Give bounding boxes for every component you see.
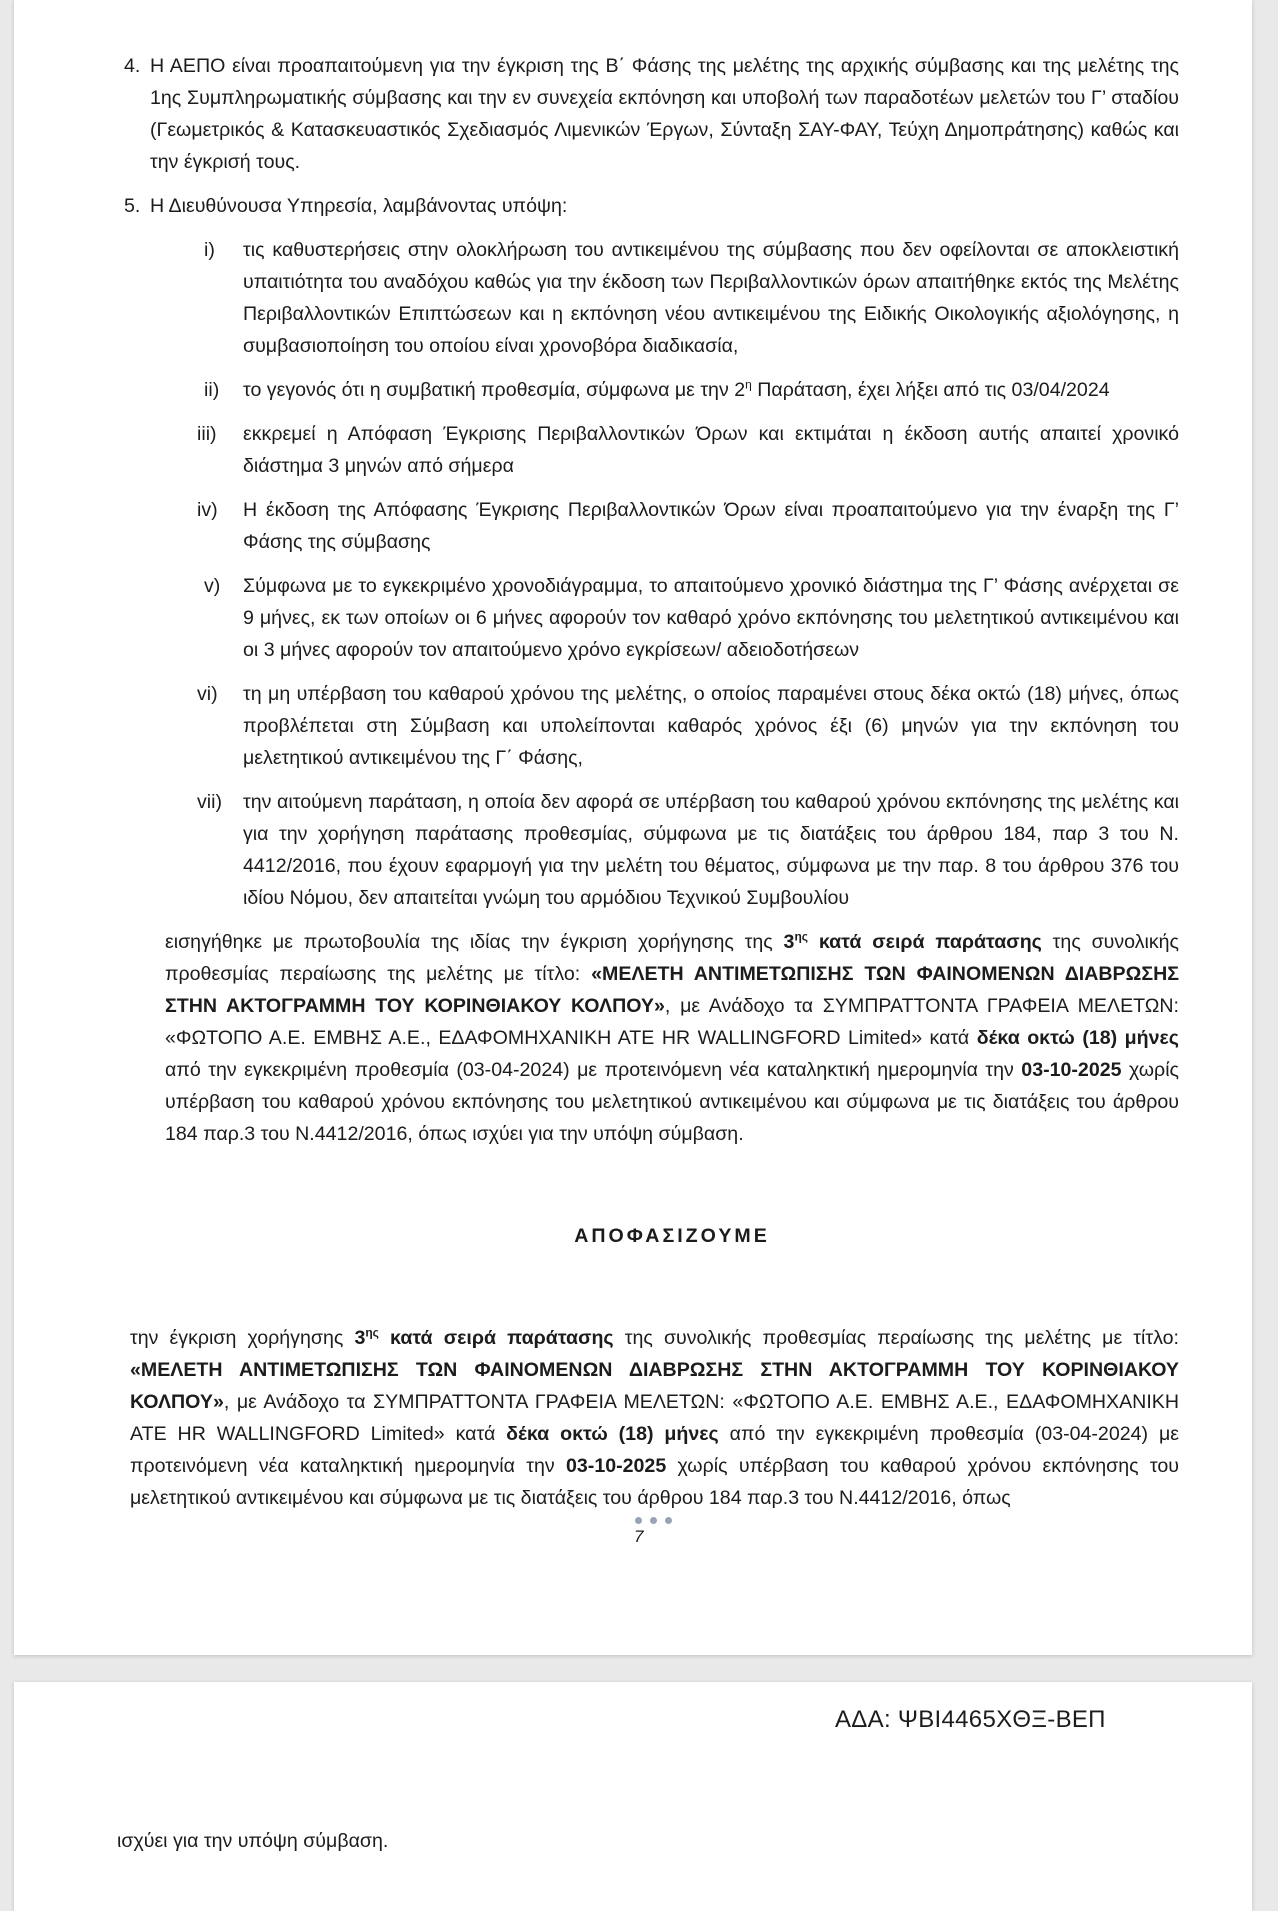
list-item xyxy=(117,374,1179,406)
list-item-number: vii) xyxy=(197,791,223,813)
item-text: Η Διευθύνουσα Υπηρεσία, λαμβάνοντας υπόψη: xyxy=(150,195,568,217)
item-text: Η ΑΕΠΟ είναι προαπαιτούμενη για την έγκριση της Β΄ Φάσης της μελέτης της αρχικής σύμβασης και της μελέτης της 1ης Συμπληρωματικής σύμβασης και την εν συνεχεία εκπόνηση και υποβολή των παραδοτέων μελετών του Γ’ σταδίου (Γεωμετρικός & Κατασκευαστικός Σχεδιασμός Λιμενικών Έργων, Σύνταξη ΣΑΥ-ΦΑΥ, Τεύχη Δημοπράτησης) καθώς και την έγκρισή τους. xyxy=(150,55,1179,173)
list-item xyxy=(117,418,1179,482)
item-number: 5. xyxy=(124,195,141,217)
page-1-body xyxy=(117,50,1179,1514)
decision-paragraph: την έγκριση χορήγησης $3^{\eta\varsigma}$ κατά σειρά παράτασης της συνολικής προθεσμίας περαίωσης της μελέτης με τίτλο: «ΜΕΛΕΤΗ ΑΝΤΙΜΕΤΩΠΙΣΗΣ ΤΩΝ ΦΑΙΝΟΜΕΝΩΝ ΔΙΑΒΡΩΣΗΣ ΣΤΗΝ ΑΚΤΟΓΡΑΜΜΗ ΤΟΥ ΚΟΡΙΝΘΙΑΚΟΥ ΚΟΛΠΟΥ», με Ανάδοχο τα ΣΥΜΠΡΑΤΤΟΝΤΑ ΓΡΑΦΕΙΑ ΜΕΛΕΤΩΝ: «ΦΩΤΟΠΟ Α.Ε. ΕΜΒΗΣ Α.Ε., ΕΔΑΦΟΜΗΧΑΝΙΚΗ ΑΤΕ HR WALLINGFORD Limited» κατά δέκα οκτώ (18) μήνες από την εγκεκριμένη προθεσμία (03-04-2024) με προτεινόμενη νέα καταληκτική ημερομηνία την 03-10-2025 χωρίς υπέρβαση του καθαρού χρόνου εκπόνησης του μελετητικού αντικειμένου και σύμφωνα με τις διατάξεις του άρθρου 184 παρ.3 του Ν.4412/2016, όπως xyxy=(130,1325,1179,1509)
list-item-text: την αιτούμενη παράταση, η οποία δεν αφορά σε υπέρβαση του καθαρού χρόνου εκπόνησης της μελέτης και για την χορήγηση παράτασης προθεσμίας, σύμφωνα με τις διατάξεις του άρθρου 184, παρ 3 του Ν. 4412/2016, που έχουν εφαρμογή για την μελέτη του θέματος, σύμφωνα με την παρ. 8 του άρθρου 376 του ιδίου Νόμου, δεν απαιτείται γνώμη του αρμόδιου Τεχνικού Συμβουλίου xyxy=(243,791,1179,909)
list-item xyxy=(117,786,1179,914)
list-item xyxy=(117,234,1179,362)
numbered-item-4 xyxy=(117,50,1179,178)
decision-heading: ΑΠΟΦΑΣΙΖΟΥΜΕ xyxy=(574,1225,770,1247)
list-item-text: τις καθυστερήσεις στην ολοκλήρωση του αντικειμένου της σύμβασης που δεν οφείλονται σε αποκλειστική υπαιτιότητα του αναδόχου καθώς για την έκδοση των Περιβαλλοντικών όρων απαιτήθηκε εκτός της Μελέτης Περιβαλλοντικών Επιπτώσεων και η εκπόνηση νέου αντικειμένου της Ειδικής Οικολογικής αξιολόγησης, η συμβασιοποίηση του οποίου είναι χρονοβόρα διαδικασία, xyxy=(243,239,1179,357)
list-item-text: τη μη υπέρβαση του καθαρού χρόνου της μελέτης, ο οποίος παραμένει στους δέκα οκτώ (18) μήνες, όπως προβλέπεται στη Σύμβαση και υπολείπονται καθαρός χρόνος έξι (6) μηνών για την εκπόνηση του μελετητικού αντικειμένου της Γ΄ Φάσης, xyxy=(243,683,1179,769)
list-item-text: Η έκδοση της Απόφασης Έγκρισης Περιβαλλοντικών Όρων είναι προαπαιτούμενο για την έναρξη της Γ’ Φάσης της σύμβασης xyxy=(243,499,1179,553)
item-number: 4. xyxy=(124,55,141,77)
list-item-number: v) xyxy=(204,575,221,597)
dot-icon xyxy=(665,1517,672,1524)
list-item-number: iii) xyxy=(197,423,217,445)
list-item xyxy=(117,570,1179,666)
list-item-text: το γεγονός ότι η συμβατική προθεσμία, σύμφωνα με την $2^\eta$ Παράταση, έχει λήξει από τις 03/04/2024 xyxy=(243,377,1110,401)
list-item-number: i) xyxy=(204,239,215,261)
document-page-2 xyxy=(14,1682,1252,1911)
list-item-number: iv) xyxy=(197,499,218,521)
dot-icon xyxy=(650,1517,657,1524)
ada-code: ΑΔΑ: ΨΒΙ4465ΧΘΞ-ΒΕΠ xyxy=(835,1706,1106,1733)
page-number: 7 xyxy=(634,1527,644,1546)
dot-icon xyxy=(635,1517,642,1524)
document-page-1 xyxy=(14,0,1252,1655)
list-item-text: εκκρεμεί η Απόφαση Έγκρισης Περιβαλλοντικών Όρων και εκτιμάται η έκδοση αυτής απαιτεί χρονικό διάστημα 3 μηνών από σήμερα xyxy=(243,423,1179,477)
continuation-text: ισχύει για την υπόψη σύμβαση. xyxy=(117,1830,389,1852)
considerations-list xyxy=(117,234,1179,914)
recommendation-paragraph: εισηγήθηκε με πρωτοβουλία της ιδίας την έγκριση χορήγησης της $3^{\eta\varsigma}$ κατά σειρά παράτασης της συνολικής προθεσμίας περαίωσης της μελέτης με τίτλο: «ΜΕΛΕΤΗ ΑΝΤΙΜΕΤΩΠΙΣΗΣ ΤΩΝ ΦΑΙΝΟΜΕΝΩΝ ΔΙΑΒΡΩΣΗΣ ΣΤΗΝ ΑΚΤΟΓΡΑΜΜΗ ΤΟΥ ΚΟΡΙΝΘΙΑΚΟΥ ΚΟΛΠΟΥ», με Ανάδοχο τα ΣΥΜΠΡΑΤΤΟΝΤΑ ΓΡΑΦΕΙΑ ΜΕΛΕΤΩΝ: «ΦΩΤΟΠΟ Α.Ε. ΕΜΒΗΣ Α.Ε., ΕΔΑΦΟΜΗΧΑΝΙΚΗ ΑΤΕ HR WALLINGFORD Limited» κατά δέκα οκτώ (18) μήνες από την εγκεκριμένη προθεσμία (03-04-2024) με προτεινόμενη νέα καταληκτική ημερομηνία την 03-10-2025 χωρίς υπέρβαση του καθαρού χρόνου εκπόνησης του μελετητικού αντικειμένου και σύμφωνα με τις διατάξεις του άρθρου 184 παρ.3 του Ν.4412/2016, όπως ισχύει για την υπόψη σύμβαση. xyxy=(165,929,1179,1145)
list-item xyxy=(117,678,1179,774)
list-item-number: vi) xyxy=(197,683,218,705)
list-item xyxy=(117,494,1179,558)
list-item-number: ii) xyxy=(204,379,220,401)
list-item-text: Σύμφωνα με το εγκεκριμένο χρονοδιάγραμμα, το απαιτούμενο χρονικό διάστημα της Γ’ Φάσης ανέρχεται σε 9 μήνες, εκ των οποίων οι 6 μήνες αφορούν τον καθαρό χρόνο εκπόνησης του μελετητικού αντικειμένου και οι 3 μήνες αφορούν τον απαιτούμενο χρόνο εγκρίσεων/ αδειοδοτήσεων xyxy=(243,575,1179,661)
numbered-item-5 xyxy=(117,190,1179,222)
page-ornament-dots xyxy=(635,1517,672,1524)
